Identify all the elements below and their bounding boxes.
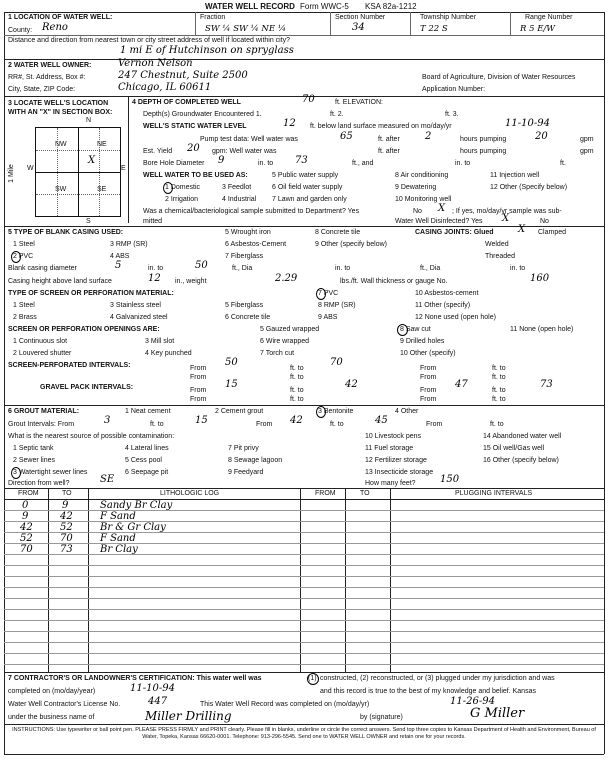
completed-label: completed on (mo/day/year) bbox=[8, 688, 96, 695]
log-rule bbox=[4, 642, 604, 643]
perf-from-label-4: From bbox=[420, 374, 437, 381]
log-rule bbox=[4, 532, 604, 533]
casing-fiberglass: 7 Fiberglass bbox=[225, 253, 264, 260]
bore-in-to-2: in. to bbox=[455, 160, 471, 167]
sec6-label: 6 GROUT MATERIAL: bbox=[8, 408, 80, 415]
township-value[interactable]: T 22 S bbox=[420, 24, 448, 34]
contam-watertight-circle bbox=[11, 467, 21, 479]
casing-diameter-value[interactable]: 5 bbox=[115, 260, 122, 271]
yield-gpm-2: gpm bbox=[580, 148, 594, 155]
screen-other: 11 Other (specify) bbox=[415, 302, 471, 309]
screen-pvc: 7 PVC bbox=[318, 290, 339, 297]
township-label: Township Number bbox=[420, 14, 477, 21]
distance-value[interactable]: 1 mi E of Hutchinson on spryglass bbox=[120, 45, 294, 56]
log-row-3-desc[interactable]: Br & Gr Clay bbox=[100, 522, 166, 533]
casing-gauge-value[interactable]: 160 bbox=[530, 273, 550, 284]
license-value[interactable]: 447 bbox=[148, 696, 168, 707]
depth-value[interactable]: 70 bbox=[302, 94, 315, 105]
screen-rmp: 8 RMP (SR) bbox=[318, 302, 356, 309]
opening-continuous: 1 Continuous slot bbox=[13, 338, 68, 345]
grout-other: 4 Other bbox=[395, 408, 419, 415]
static-level-date[interactable]: 11-10-94 bbox=[505, 118, 550, 129]
static-level-rest: ft. below land surface measured on mo/day/yr bbox=[310, 123, 452, 130]
contam-other: 16 Other (specify below) bbox=[483, 457, 559, 464]
opening-none: 11 None (open hole) bbox=[510, 326, 574, 333]
fraction-value[interactable]: SW ¼ SW ¼ NE ¼ bbox=[205, 24, 286, 34]
contam-feedyard: 9 Feedyard bbox=[228, 469, 264, 476]
bore-ft-and: ft., and bbox=[352, 160, 374, 167]
bore-ft: ft. bbox=[560, 160, 566, 167]
contam-oilgas: 15 Oil well/Gas well bbox=[483, 445, 545, 452]
screen-concrete: 6 Concrete tile bbox=[225, 314, 271, 321]
gravel-from-label-4: From bbox=[420, 396, 437, 403]
log-header-lithologic: LITHOLOGIC LOG bbox=[160, 490, 220, 497]
grout-ft-to-3: ft. to bbox=[490, 421, 504, 428]
gravel-to-1[interactable]: 42 bbox=[345, 379, 358, 390]
casing-height-value[interactable]: 12 bbox=[148, 273, 161, 284]
form-title: WATER WELL RECORD bbox=[205, 2, 295, 11]
use-monitoring: 10 Monitoring well bbox=[395, 196, 452, 203]
sec3-label: 3 LOCATE WELL'S LOCATION WITH AN "X" IN SECTION BOX: bbox=[8, 100, 113, 116]
yield-value[interactable]: 20 bbox=[187, 143, 200, 154]
section-value[interactable]: 34 bbox=[352, 22, 365, 33]
signature-value[interactable]: G Miller bbox=[470, 706, 525, 721]
perf-ft-to-4: ft. to bbox=[492, 374, 506, 381]
groundwater-3: ft. 3. bbox=[445, 111, 459, 118]
opening-saw: 8 Saw cut bbox=[400, 326, 431, 333]
casing-welded: Welded bbox=[485, 241, 509, 248]
log-row-4-to[interactable]: 70 bbox=[60, 533, 73, 544]
contam-abandoned: 14 Abandoned water well bbox=[483, 433, 562, 440]
screen-pvc-circle bbox=[316, 288, 326, 300]
log-row-5-from[interactable]: 70 bbox=[20, 544, 33, 555]
contam-insecticide: 13 Insecticide storage bbox=[365, 469, 434, 476]
chem-mark[interactable]: X bbox=[438, 203, 446, 214]
sw-label: SW bbox=[55, 186, 67, 193]
use-oilfield: 6 Oil field water supply bbox=[272, 184, 343, 191]
address-value[interactable]: 247 Chestnut, Suite 2500 bbox=[118, 70, 248, 81]
range-label: Range Number bbox=[525, 14, 573, 21]
pump-gpm-label: gpm bbox=[580, 136, 594, 143]
groundwater-2: ft. 2. bbox=[330, 111, 344, 118]
grout-from-2[interactable]: 42 bbox=[290, 415, 303, 426]
log-rule bbox=[4, 653, 604, 654]
opening-mill: 3 Mill slot bbox=[145, 338, 175, 345]
log-row-1-desc[interactable]: Sandy Br Clay bbox=[100, 500, 173, 511]
gravel-from-label: From bbox=[190, 387, 207, 394]
perf-from-label-2: From bbox=[420, 365, 437, 372]
casing-asbestos: 6 Asbestos-Cement bbox=[225, 241, 287, 248]
grout-bentonite-circle bbox=[316, 406, 326, 418]
ne-label: NE bbox=[97, 141, 107, 148]
perf-intervals-label: SCREEN-PERFORATED INTERVALS: bbox=[8, 362, 131, 369]
casing-other: 9 Other (specify below) bbox=[315, 241, 387, 248]
log-rule bbox=[4, 664, 604, 665]
grout-to-2[interactable]: 45 bbox=[375, 415, 388, 426]
perf-ft-to-3: ft. to bbox=[290, 374, 304, 381]
grout-cement: 2 Cement grout bbox=[215, 408, 264, 415]
casing-weight-value[interactable]: 2.29 bbox=[275, 273, 298, 284]
gravel-from-label-3: From bbox=[190, 396, 207, 403]
direction-label: Direction from well? bbox=[8, 480, 70, 487]
grout-neat: 1 Neat cement bbox=[125, 408, 171, 415]
static-level-value[interactable]: 12 bbox=[283, 118, 296, 129]
static-level-label: WELL'S STATIC WATER LEVEL bbox=[143, 123, 247, 130]
log-row-1-from[interactable]: 0 bbox=[22, 500, 29, 511]
log-rule bbox=[4, 565, 604, 566]
contam-pit: 7 Pit privy bbox=[228, 445, 259, 452]
yield-gpm-label: gpm: Well water was bbox=[212, 148, 277, 155]
opening-key: 4 Key punched bbox=[145, 350, 192, 357]
yield-after: ft. after bbox=[378, 148, 400, 155]
log-row-3-to[interactable]: 52 bbox=[60, 522, 73, 533]
grout-from-label-2: From bbox=[256, 421, 273, 428]
casing-lbs-label: lbs./ft. Wall thickness or gauge No. bbox=[340, 278, 448, 285]
gravel-to-2[interactable]: 73 bbox=[540, 379, 553, 390]
owner-value[interactable]: Vernon Nelson bbox=[118, 58, 193, 69]
feet-label: How many feet? bbox=[365, 480, 416, 487]
chem-mitted: mitted bbox=[143, 218, 163, 225]
opening-wire: 6 Wire wrapped bbox=[260, 338, 310, 345]
perf-to-value[interactable]: 70 bbox=[330, 357, 343, 368]
log-row-5-desc[interactable]: Br Clay bbox=[100, 544, 138, 555]
gravel-ft-to-2: ft. to bbox=[492, 387, 506, 394]
casing-abs: 4 ABS bbox=[110, 253, 130, 260]
business-label: under the business name of bbox=[8, 714, 95, 721]
casing-to-value[interactable]: 50 bbox=[195, 260, 208, 271]
form-number: Form WWC-5 bbox=[300, 2, 349, 11]
city-value[interactable]: Chicago, IL 60611 bbox=[118, 82, 212, 93]
pump-ft-value[interactable]: 65 bbox=[340, 131, 353, 142]
elevation-label: ft. ELEVATION: bbox=[335, 99, 383, 106]
use-feedlot: 3 Feedlot bbox=[222, 184, 252, 191]
sec7-rest3: This Water Well Record was completed on (mo/day/yr) bbox=[200, 701, 370, 708]
gravel-from-label-2: From bbox=[420, 387, 437, 394]
contam-lateral: 4 Lateral lines bbox=[125, 445, 169, 452]
contam-sewer: 2 Sewer lines bbox=[13, 457, 56, 464]
log-row-5-to[interactable]: 73 bbox=[60, 544, 73, 555]
address-label: RR#, St. Address, Box #: bbox=[8, 74, 86, 81]
opening-torch: 7 Torch cut bbox=[260, 350, 295, 357]
disinfected-no: No bbox=[540, 218, 549, 225]
casing-steel: 1 Steel bbox=[13, 241, 35, 248]
pump-gpm-value[interactable]: 20 bbox=[535, 131, 548, 142]
form-ksa: KSA 82a-1212 bbox=[365, 2, 417, 11]
se-label: SE bbox=[97, 186, 107, 193]
screen-material-label: TYPE OF SCREEN OR PERFORATION MATERIAL: bbox=[8, 290, 174, 297]
log-rule bbox=[4, 543, 604, 544]
bore-to-value[interactable]: 73 bbox=[295, 155, 308, 166]
casing-rmp: 3 RMP (SR) bbox=[110, 241, 148, 248]
casing-height-label: Casing height above land surface bbox=[8, 278, 112, 285]
use-label: WELL WATER TO BE USED AS: bbox=[143, 172, 248, 179]
disinfected-mark[interactable]: X bbox=[502, 213, 510, 224]
gravel-from-2[interactable]: 47 bbox=[455, 379, 468, 390]
opening-gauzed: 5 Gauzed wrapped bbox=[260, 326, 320, 333]
screen-fiberglass: 5 Fiberglass bbox=[225, 302, 264, 309]
log-rule bbox=[4, 554, 604, 555]
contam-seepage: 6 Seepage pit bbox=[125, 469, 169, 476]
casing-wrought: 5 Wrought iron bbox=[225, 229, 271, 236]
distance-label: Distance and direction from nearest town or city street address of well if located within city? bbox=[8, 37, 291, 44]
completed-value[interactable]: 11-10-94 bbox=[130, 683, 175, 694]
county-value[interactable]: Reno bbox=[42, 22, 68, 33]
log-row-4-desc[interactable]: F Sand bbox=[100, 533, 136, 544]
screen-abs: 9 ABS bbox=[318, 314, 338, 321]
log-header-to: TO bbox=[62, 490, 72, 497]
log-rule bbox=[4, 587, 604, 588]
casing-pvc: 2 PVC bbox=[13, 253, 34, 260]
perf-ft-to: ft. to bbox=[290, 365, 304, 372]
section-label: Section Number bbox=[335, 14, 386, 21]
log-row-1-to[interactable]: 9 bbox=[62, 500, 69, 511]
use-domestic-circle bbox=[163, 182, 173, 194]
log-row-2-desc[interactable]: F Sand bbox=[100, 511, 136, 522]
gravel-ft-to-4: ft. to bbox=[492, 396, 506, 403]
direction-value[interactable]: SE bbox=[100, 474, 115, 485]
contam-lagoon: 8 Sewage lagoon bbox=[228, 457, 283, 464]
sec7-label: 7 CONTRACTOR'S OR LANDOWNER'S CERTIFICATION: This water well was bbox=[8, 675, 262, 682]
casing-in-to-2: in. to bbox=[335, 265, 351, 272]
casing-clamped: Clamped bbox=[538, 229, 567, 236]
log-header-to-2: TO bbox=[360, 490, 370, 497]
screen-steel: 1 Steel bbox=[13, 302, 35, 309]
sec1-label: 1 LOCATION OF WATER WELL: bbox=[8, 14, 113, 21]
log-rule bbox=[4, 521, 604, 522]
pump-hours-value[interactable]: 2 bbox=[425, 131, 432, 142]
use-other: 12 Other (Specify below) bbox=[490, 184, 568, 191]
sec5-label: 5 TYPE OF BLANK CASING USED: bbox=[8, 229, 124, 236]
grout-bentonite: 3 Bentonite bbox=[318, 408, 354, 415]
grout-ft-to-1: ft. to bbox=[150, 421, 164, 428]
county-label: County: bbox=[8, 27, 33, 34]
bore-label: Bore Hole Diameter bbox=[143, 160, 205, 167]
grout-from-1[interactable]: 3 bbox=[104, 415, 111, 426]
contamination-label: What is the nearest source of possible contamination: bbox=[8, 433, 175, 440]
bore-value[interactable]: 9 bbox=[218, 155, 225, 166]
contam-septic: 1 Septic tank bbox=[13, 445, 54, 452]
casing-joints-label: CASING JOINTS: Glued bbox=[415, 229, 494, 236]
chem-no: No bbox=[413, 208, 422, 215]
instructions: INSTRUCTIONS: Use typewriter or ball point pen. PLEASE PRESS FIRMLY and PRINT clearly. Please fill in blanks, underline or circle the correct answers. Send top three copies to Kansas Department of Health and Environment, Bureau of Water, Topeka, Kansas 66620-0001. Telephone: 913-296-5545. Send one to WATER WELL OWNER and retain one for your records. bbox=[12, 727, 596, 740]
screen-stainless: 3 Stainless steel bbox=[110, 302, 161, 309]
screen-brass: 2 Brass bbox=[13, 314, 37, 321]
city-label: City, State, ZIP Code: bbox=[8, 86, 76, 93]
location-mark[interactable]: X bbox=[88, 155, 96, 166]
pump-after-label: ft. after bbox=[378, 136, 400, 143]
record-date-value[interactable]: 11-26-94 bbox=[450, 696, 495, 707]
grout-to-1[interactable]: 15 bbox=[195, 415, 208, 426]
mile-label: 1 Mile bbox=[7, 164, 15, 183]
contam-fertilizer: 12 Fertilizer storage bbox=[365, 457, 427, 464]
fraction-label: Fraction bbox=[200, 14, 226, 21]
casing-in-to-3: in. to bbox=[510, 265, 526, 272]
north-label: N bbox=[86, 117, 92, 124]
feet-value[interactable]: 150 bbox=[440, 474, 460, 485]
opening-other: 10 Other (specify) bbox=[400, 350, 456, 357]
disinfected-label: Water Well Disinfected? Yes bbox=[395, 218, 483, 225]
use-domestic: 1 Domestic bbox=[165, 184, 201, 191]
casing-diameter-label: Blank casing diameter bbox=[8, 265, 77, 272]
application-number-label: Application Number: bbox=[422, 86, 486, 93]
casing-in-to: in. to bbox=[148, 265, 164, 272]
gravel-ft-to-3: ft. to bbox=[290, 396, 304, 403]
chem-rest: ; If yes, mo/day/yr sample was sub- bbox=[452, 208, 562, 215]
chem-label: Was a chemical/bacteriological sample submitted to Department? Yes bbox=[143, 208, 360, 215]
log-rule bbox=[4, 631, 604, 632]
use-air: 8 Air conditioning bbox=[395, 172, 449, 179]
bore-in-to: in. to bbox=[258, 160, 274, 167]
perf-from-value[interactable]: 50 bbox=[225, 357, 238, 368]
opening-saw-circle bbox=[397, 324, 408, 336]
grout-intervals-label: Grout Intervals: From bbox=[8, 421, 75, 428]
log-row-2-to[interactable]: 42 bbox=[60, 511, 73, 522]
sec7-rest1: constructed, (2) reconstructed, or (3) plugged under my jurisdiction and was bbox=[320, 675, 555, 682]
screen-none: 12 None used (open hole) bbox=[415, 314, 496, 321]
log-header-from: FROM bbox=[18, 490, 39, 497]
sec7-constructed: (1) bbox=[308, 675, 317, 682]
use-injection: 11 Injection well bbox=[490, 172, 540, 179]
log-row-3-from[interactable]: 42 bbox=[20, 522, 33, 533]
south-label: S bbox=[86, 218, 91, 225]
sec4-depth-label: 4 DEPTH OF COMPLETED WELL bbox=[132, 99, 241, 106]
east-label: E bbox=[121, 165, 126, 172]
casing-weight-label: in., weight bbox=[175, 278, 207, 285]
gravel-ft-to: ft. to bbox=[290, 387, 304, 394]
board-label: Board of Agriculture, Division of Water Resources bbox=[422, 74, 576, 81]
sec2-label: 2 WATER WELL OWNER: bbox=[8, 62, 92, 69]
groundwater-label: Depth(s) Groundwater Encountered 1. bbox=[143, 111, 262, 118]
casing-concrete: 8 Concrete tile bbox=[315, 229, 361, 236]
opening-louvered: 2 Louvered shutter bbox=[13, 350, 72, 357]
use-irrigation: 2 Irrigation bbox=[165, 196, 199, 203]
casing-pvc-circle bbox=[11, 251, 21, 263]
grout-from-label-3: From bbox=[426, 421, 443, 428]
use-industrial: 4 Industrial bbox=[222, 196, 257, 203]
business-value[interactable]: Miller Drilling bbox=[145, 709, 232, 723]
log-rule bbox=[4, 576, 604, 577]
yield-hours: hours pumping bbox=[460, 148, 507, 155]
casing-ft-dia-2: ft., Dia bbox=[420, 265, 441, 272]
casing-ft-dia: ft., Dia bbox=[232, 265, 253, 272]
log-header-plugging: PLUGGING INTERVALS bbox=[455, 490, 533, 497]
contam-fuel: 11 Fuel storage bbox=[365, 445, 414, 452]
screen-galvanized: 4 Galvanized steel bbox=[110, 314, 168, 321]
log-rule bbox=[4, 620, 604, 621]
perf-ft-to-2: ft. to bbox=[492, 365, 506, 372]
use-public: 5 Public water supply bbox=[272, 172, 339, 179]
use-lawn: 7 Lawn and garden only bbox=[272, 196, 347, 203]
perf-from-label: From bbox=[190, 365, 207, 372]
section-box[interactable] bbox=[35, 127, 121, 217]
contam-cess: 5 Cess pool bbox=[125, 457, 162, 464]
license-label: Water Well Contractor's License No. bbox=[8, 701, 121, 708]
sec7-rest2: and this record is true to the best of my knowledge and belief. Kansas bbox=[320, 688, 536, 695]
pump-hours-label: hours pumping bbox=[460, 136, 507, 143]
log-rule bbox=[4, 510, 604, 511]
log-rule bbox=[4, 609, 604, 610]
range-value[interactable]: R 5 E/W bbox=[520, 24, 556, 34]
nw-label: NW bbox=[55, 141, 67, 148]
openings-label: SCREEN OR PERFORATION OPENINGS ARE: bbox=[8, 326, 160, 333]
signature-label: by (signature) bbox=[360, 714, 403, 721]
perf-from-label-3: From bbox=[190, 374, 207, 381]
log-rule bbox=[4, 598, 604, 599]
grout-ft-to-2: ft. to bbox=[330, 421, 344, 428]
west-label: W bbox=[27, 165, 34, 172]
casing-joints-mark[interactable]: X bbox=[518, 224, 526, 235]
opening-drilled: 9 Drilled holes bbox=[400, 338, 445, 345]
contam-watertight: 3 Watertight sewer lines bbox=[13, 469, 88, 476]
screen-asbestos: 10 Asbestos-cement bbox=[415, 290, 479, 297]
gravel-label: GRAVEL PACK INTERVALS: bbox=[40, 384, 134, 391]
yield-label: Est. Yield bbox=[143, 148, 173, 155]
log-row-2-from[interactable]: 9 bbox=[22, 511, 29, 522]
use-dewatering: 9 Dewatering bbox=[395, 184, 437, 191]
log-header-from-2: FROM bbox=[315, 490, 336, 497]
pump-test-label: Pump test data: Well water was bbox=[200, 136, 298, 143]
gravel-from-1[interactable]: 15 bbox=[225, 379, 238, 390]
log-row-4-from[interactable]: 52 bbox=[20, 533, 33, 544]
casing-threaded: Threaded bbox=[485, 253, 515, 260]
contam-livestock: 10 Livestock pens bbox=[365, 433, 422, 440]
